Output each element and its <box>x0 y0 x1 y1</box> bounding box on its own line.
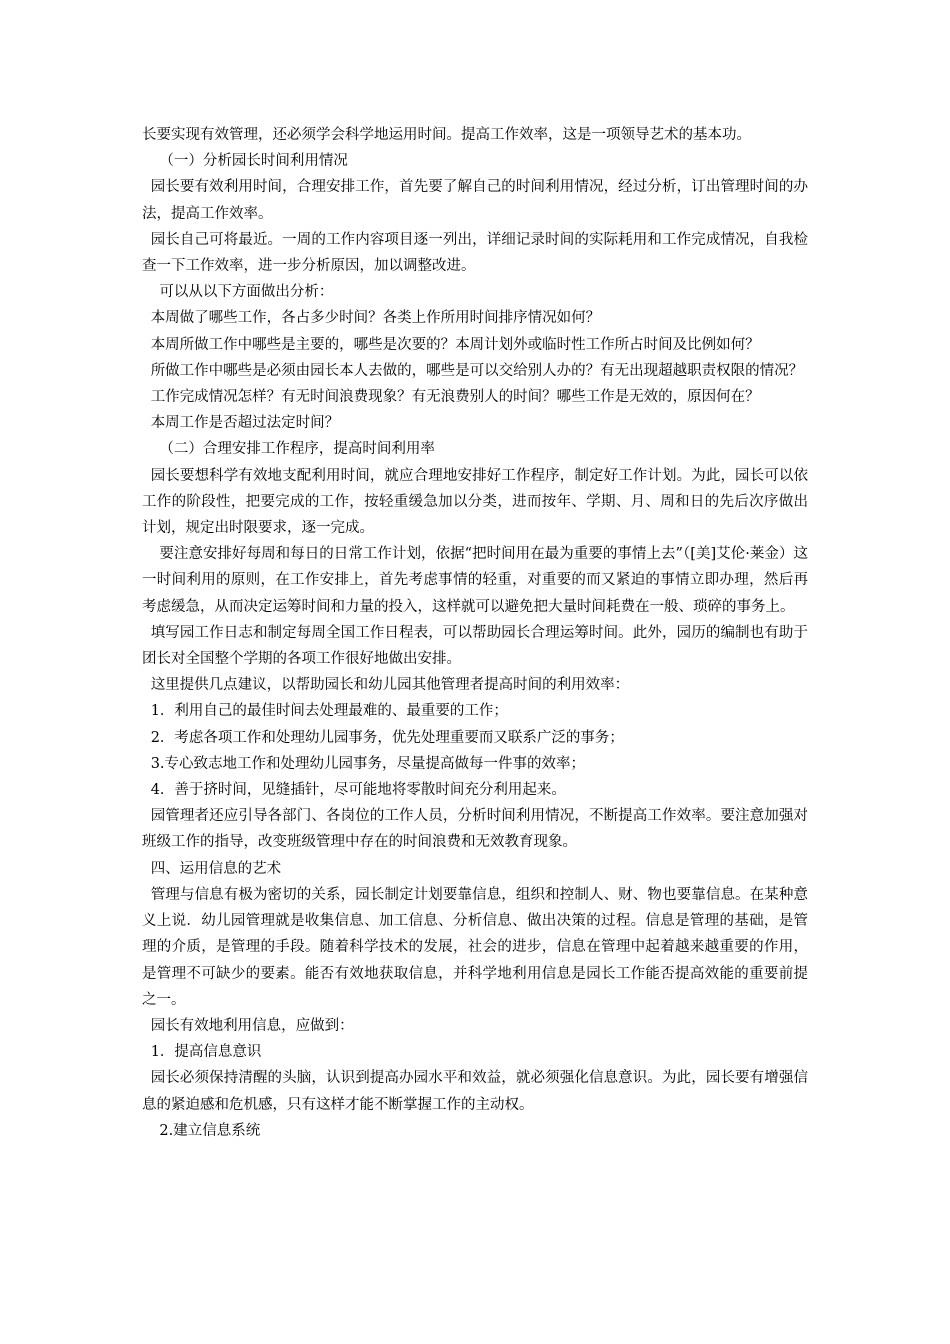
paragraph: 4．善于挤时间，见缝插针，尽可能地将零散时间充分利用起来。 <box>150 782 566 799</box>
paragraph: 园长自己可将最近。一周的工作内容项目逐一列出，详细记录时间的实际耗用和工作完成情况，自我检查一下工作效率，进一步分析原因，加以调整改进。 <box>142 231 808 275</box>
paragraph: 长要实现有效管理，还必须学会科学地运用时间。提高工作效率，这是一项领导艺术的基本功。 <box>142 127 751 143</box>
paragraph: 工作完成情况怎样？有无时间浪费现象？有无浪费别人的时间？哪些工作是无效的，原因何在？ <box>150 389 760 406</box>
paragraph: 本周做了哪些工作，各占多少时间？各类上作所用时间排序情况如何？ <box>150 310 601 327</box>
paragraph: （一）分析园长时间利用情况 <box>159 153 348 170</box>
paragraph: 本周工作是否超过法定时间？ <box>150 415 340 432</box>
document-body <box>142 122 808 1144</box>
paragraph: 园管理者还应引导各部门、各岗位的工作人员，分析时间利用情况，不断提高工作效率。要注意加强对班级工作的指导，改变班级管理中存在的时间浪费和无效教育现象。 <box>142 808 808 851</box>
paragraph: 园长有效地利用信息，应做到： <box>150 1017 354 1034</box>
paragraph: 要注意安排好每周和每日的日常工作计划，依据“把时间用在最为重要的事情上去”（[美]艾伦·莱金）这一时间利用的原则，在工作安排上，首先考虑事情的轻重，对重要的而又紧迫的事情立即办理，然后再考虑缓急，从而决定运筹时间和力量的投入，这样就可以避免把大量时间耗费在一般、琐碎的事务上。 <box>142 546 808 615</box>
paragraph: 可以从以下方面做出分析： <box>159 284 334 301</box>
paragraph: 四、运用信息的艺术 <box>150 860 282 877</box>
paragraph: 2．考虑各项工作和处理幼儿园事务，优先处理重要而又联系广泛的事务； <box>150 729 624 746</box>
paragraph: 1．提高信息意识 <box>150 1044 262 1061</box>
paragraph: （二）合理安排工作程序，提高时间利用率 <box>159 441 435 458</box>
paragraph: 这里提供几点建议，以帮助园长和幼儿园其他管理者提高时间的利用效率： <box>150 677 630 694</box>
paragraph: 1．利用自己的最佳时间去处理最难的、最重要的工作； <box>150 703 508 720</box>
paragraph: 3.专心致志地工作和处理幼儿园事务，尽量提高做每一件事的效率； <box>150 755 586 772</box>
paragraph: 2.建立信息系统 <box>159 1122 261 1139</box>
paragraph: 填写园工作日志和制定每周全国工作日程表，可以帮助园长合理运筹时间。此外，园历的编制也有助于团长对全国整个学期的各项工作很好地做出安排。 <box>142 624 808 668</box>
paragraph: 园长必须保持清醒的头脑，认识到提高办园水平和效益，就必须强化信息意识。为此，园长要有增强信息的紧迫感和危机感，只有这样才能不断掌握工作的主动权。 <box>142 1070 808 1113</box>
paragraph: 所做工作中哪些是必须由园长本人去做的，哪些是可以交给别人办的？有无出现超越职责权限的情况？ <box>150 362 804 379</box>
paragraph: 园长要有效利用时间，合理安排工作，首先要了解自己的时间利用情况，经过分析，订出管理时间的办法，提高工作效率。 <box>142 179 808 222</box>
paragraph: 管理与信息有极为密切的关系，园长制定计划要靠信息，组织和控制人、财、物也要靠信息。在某种意义上说．幼儿园管理就是收集信息、加工信息、分析信息、做出决策的过程。信息是管理的基础，是管理的介质，是管理的手段。随着科学技术的发展，社会的进步，信息在管理中起着越来越重要的作用，是管理不可缺少的要素。能否有效地获取信息，并科学地利用信息是园长工作能否提高效能的重要前提之一。 <box>142 886 808 1008</box>
paragraph: 本周所做工作中哪些是主要的，哪些是次要的？本周计划外或临时性工作所占时间及比例如何？ <box>150 336 760 353</box>
paragraph: 园长要想科学有效地支配利用时间，就应合理地安排好工作程序，制定好工作计划。为此，园长可以依工作的阶段性，把要完成的工作，按轻重缓急加以分类，进而按年、学期、月、周和日的先后次序做出计划，规定出时限要求，逐一完成。 <box>142 467 808 537</box>
